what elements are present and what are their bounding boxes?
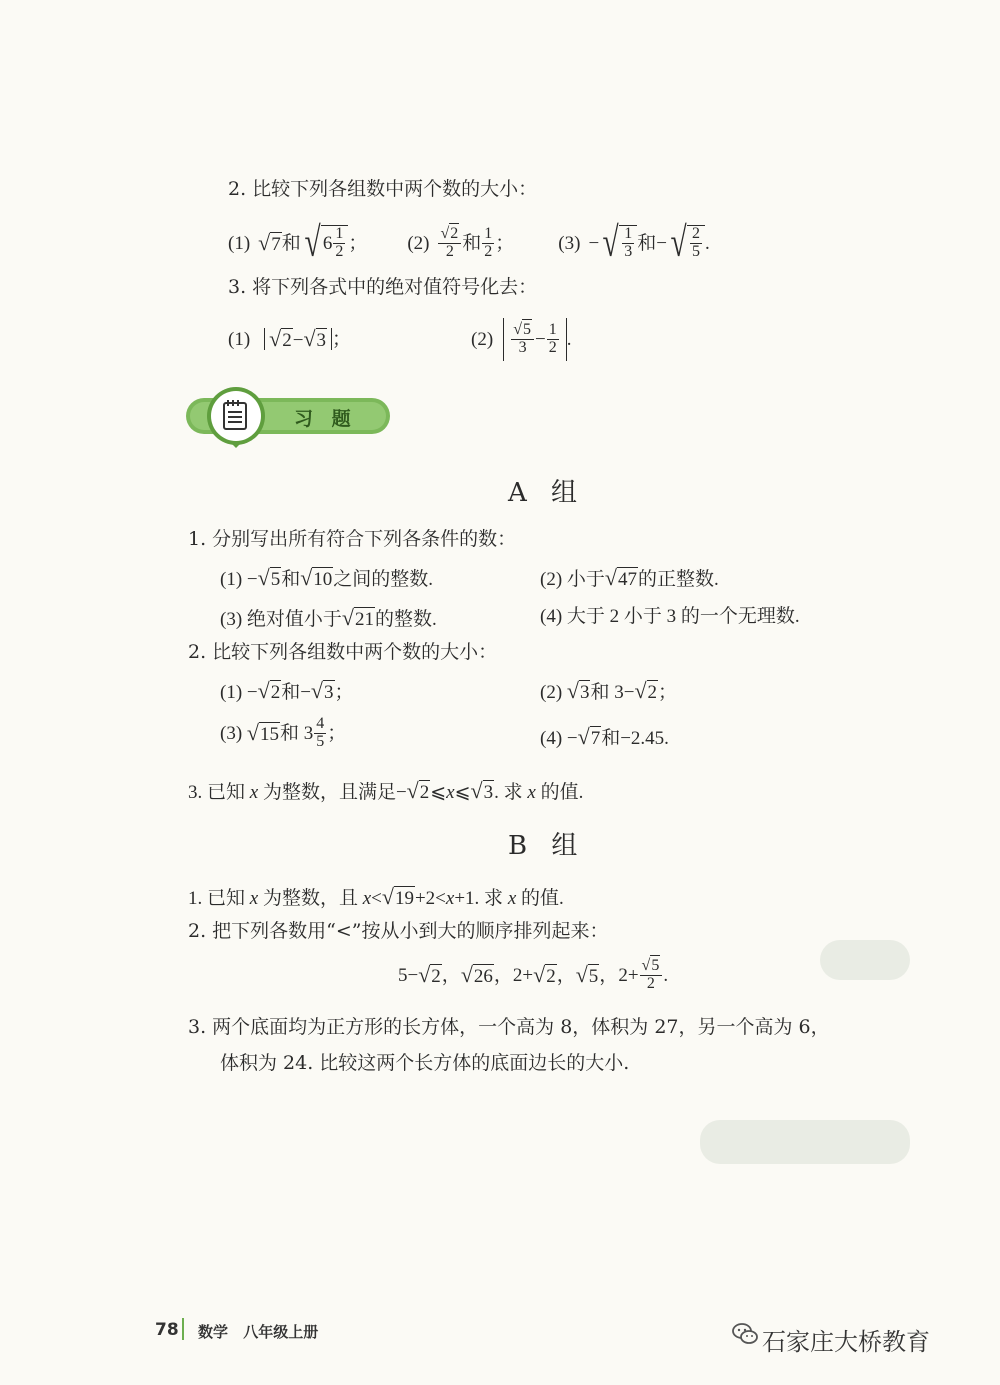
- group-a-q2-title: 2. 比较下列各组数中两个数的大小：: [188, 641, 498, 663]
- sqrt-6-1-2: √ 6 1 2: [301, 222, 349, 264]
- wechat-icon: [732, 1322, 758, 1346]
- abs-expression-1: √2−√3: [264, 328, 332, 350]
- abs-expression-2: √5 3 − $\frac{1}{2}$: [503, 318, 567, 361]
- and-word: 和: [462, 232, 482, 254]
- group-b-q3-line1: 3. 两个底面均为正方形的长方体，一个高为 8，体积为 27，另一个高为 6，: [188, 1016, 830, 1038]
- watermark-text: 石家庄大桥教育: [762, 1328, 930, 1356]
- exercise-2-title: 2. 比较下列各组数中两个数的大小：: [228, 178, 538, 200]
- notebook-icon: [222, 400, 248, 430]
- frac-sqrt2-over-2: √2 2: [438, 226, 461, 261]
- group-a-q1-item3: (3) 绝对值小于√21的整数.: [220, 605, 437, 630]
- sqrt-2-5: √ 2 5: [667, 222, 705, 264]
- book-title: 数学 八年级上册: [198, 1323, 319, 1341]
- item-label: (2): [407, 232, 430, 254]
- group-a-q1-item2: (2) 小于√47的正整数.: [540, 565, 719, 590]
- group-b-heading: B 组: [508, 831, 586, 861]
- footer-divider: [182, 1318, 184, 1340]
- and-word: 和: [281, 232, 301, 254]
- group-a-q2-item2: (2) √3和 3−√2；: [540, 678, 678, 703]
- group-b-q1: 1. 已知 x 为整数，且 x<√19+2<x+1. 求 x 的值.: [188, 884, 564, 909]
- group-a-q3: 3. 已知 x 为整数，且满足−√2⩽x⩽√3. 求 x 的值.: [188, 778, 584, 803]
- group-a-q2-item1: (1) −√2和−√3；: [220, 678, 354, 703]
- group-b-q2-list: 5− √2 ， √26 ， 2+ √2 ， √5 ， 2+ $\frac{√5}{2}$ .: [398, 957, 669, 992]
- item-label: (3): [558, 232, 581, 254]
- frac-1-2: 1 2: [484, 224, 493, 260]
- exercises-banner: [186, 386, 396, 448]
- exercise-2-items: (1) √7 和 √ 6 1 2 ； (2) √2 2 和 1 2 ； (3) − √ 1 3 和 − √ 2 5 .: [228, 220, 710, 266]
- and-word: 和: [637, 232, 657, 254]
- item-label: (1): [228, 328, 251, 350]
- group-a-q2-item3: (3) √15 和 3 4 5 ；: [220, 715, 347, 750]
- group-b-q3-line2: 体积为 24. 比较这两个长方体的底面边长的大小.: [220, 1052, 630, 1074]
- show-through-blob: [700, 1120, 910, 1164]
- item-label: (2): [471, 328, 494, 350]
- group-a-q2-item4: (4) −√7和−2.45.: [540, 724, 669, 749]
- item-label: (1): [228, 232, 251, 254]
- exercise-3-items: (1) √2−√3 ； (2) √5 3 − $\frac{1}{2}$ .: [228, 318, 571, 361]
- page-number: 78: [155, 1320, 179, 1340]
- sqrt-7: √7: [258, 230, 281, 255]
- group-a-q1-item4: (4) 大于 2 小于 3 的一个无理数.: [540, 606, 800, 627]
- group-a-heading: A 组: [508, 478, 586, 508]
- group-a-q1-title: 1. 分别写出所有符合下列各条件的数：: [188, 528, 517, 550]
- banner-label: 习 题: [294, 408, 357, 430]
- group-a-q1-item1: (1) −√5和√10之间的整数.: [220, 565, 434, 590]
- sqrt-1-3: √ 1 3: [599, 222, 637, 264]
- group-b-q2-title: 2. 把下列各数用“<”按从小到大的顺序排列起来：: [188, 920, 609, 942]
- show-through-blob: [820, 940, 910, 980]
- exercise-3-title: 3. 将下列各式中的绝对值符号化去：: [228, 276, 538, 298]
